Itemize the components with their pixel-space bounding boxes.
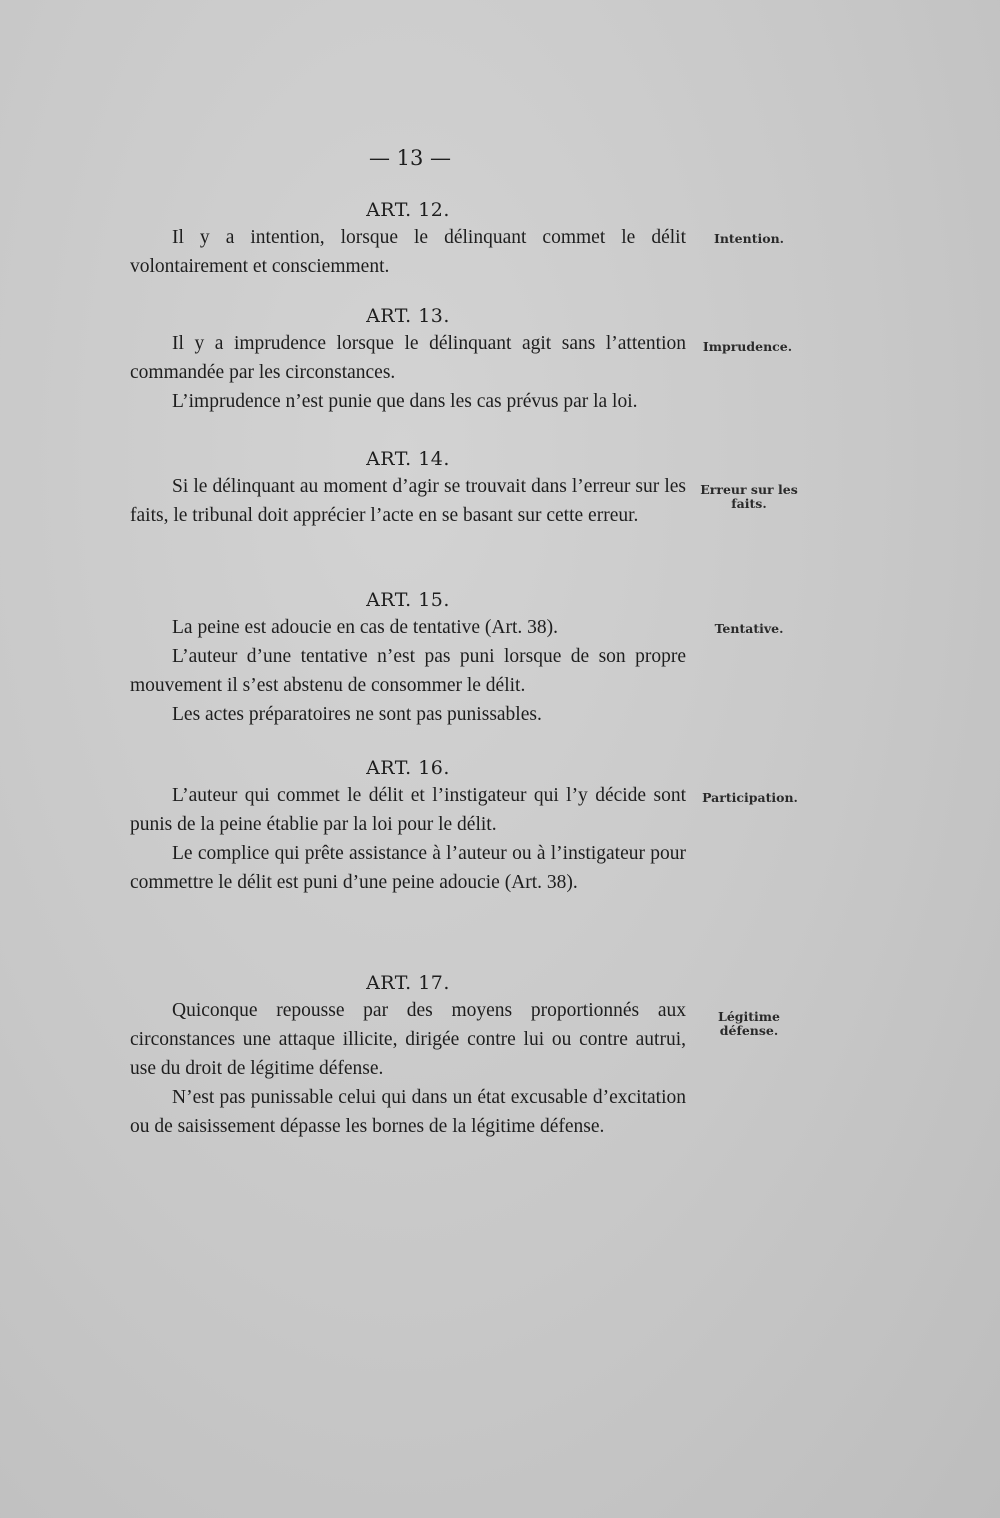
article-paragraph: La peine est adoucie en cas de tentative (Art. 38). [172, 617, 559, 638]
article-paragraph: Quiconque repousse par des moyens proportionnés aux circonstances une attaque illicite, dirigée contre lui ou contre autrui, use du droit de légitime défense. [130, 1000, 686, 1079]
article-paragraph: Il y a intention, lorsque le délinquant commet le délit volontairement et consciemment. [130, 227, 686, 277]
article-heading: ART. 13. [366, 305, 450, 327]
page-number: — 13 — [368, 146, 452, 170]
margin-note-intention: Intention. [713, 231, 785, 246]
article-15 [130, 587, 686, 729]
article-12 [130, 197, 686, 281]
article-13 [130, 303, 686, 416]
margin-note-imprudence: Imprudence. [702, 339, 793, 354]
article-heading: ART. 16. [366, 757, 450, 779]
article-paragraph: L’auteur d’une tentative n’est pas puni lorsque de son propre mouvement il s’est abstenu de consommer le délit. [130, 646, 686, 696]
margin-note-legitime-defense: Légitime défense. [718, 1009, 780, 1038]
article-paragraph: Les actes préparatoires ne sont pas punissables. [172, 704, 542, 725]
margin-note-erreur: Erreur sur les faits. [700, 482, 798, 511]
article-paragraph: N’est pas punissable celui qui dans un état excusable d’excitation ou de saisissement dépasse les bornes de la légitime défense. [130, 1087, 686, 1137]
article-paragraph: Il y a imprudence lorsque le délinquant agit sans l’attention commandée par les circonstances. [130, 333, 686, 383]
margin-note-tentative: Tentative. [714, 621, 784, 636]
article-heading: ART. 12. [366, 199, 450, 221]
article-paragraph: Le complice qui prête assistance à l’auteur ou à l’instigateur pour commettre le délit est puni d’une peine adoucie (Art. 38). [130, 843, 686, 893]
article-14 [130, 446, 686, 530]
article-heading: ART. 14. [366, 448, 450, 470]
margin-note-participation: Participation. [702, 790, 798, 805]
article-17 [130, 970, 686, 1141]
article-heading: ART. 17. [366, 972, 450, 994]
article-paragraph: L’auteur qui commet le délit et l’instigateur qui l’y décide sont punis de la peine établie par la loi pour le délit. [130, 785, 686, 835]
article-paragraph: L’imprudence n’est punie que dans les cas prévus par la loi. [172, 391, 638, 412]
article-paragraph: Si le délinquant au moment d’agir se trouvait dans l’erreur sur les faits, le tribunal doit apprécier l’acte en se basant sur cette erreur. [130, 476, 686, 526]
article-16 [130, 755, 686, 897]
article-heading: ART. 15. [366, 589, 450, 611]
